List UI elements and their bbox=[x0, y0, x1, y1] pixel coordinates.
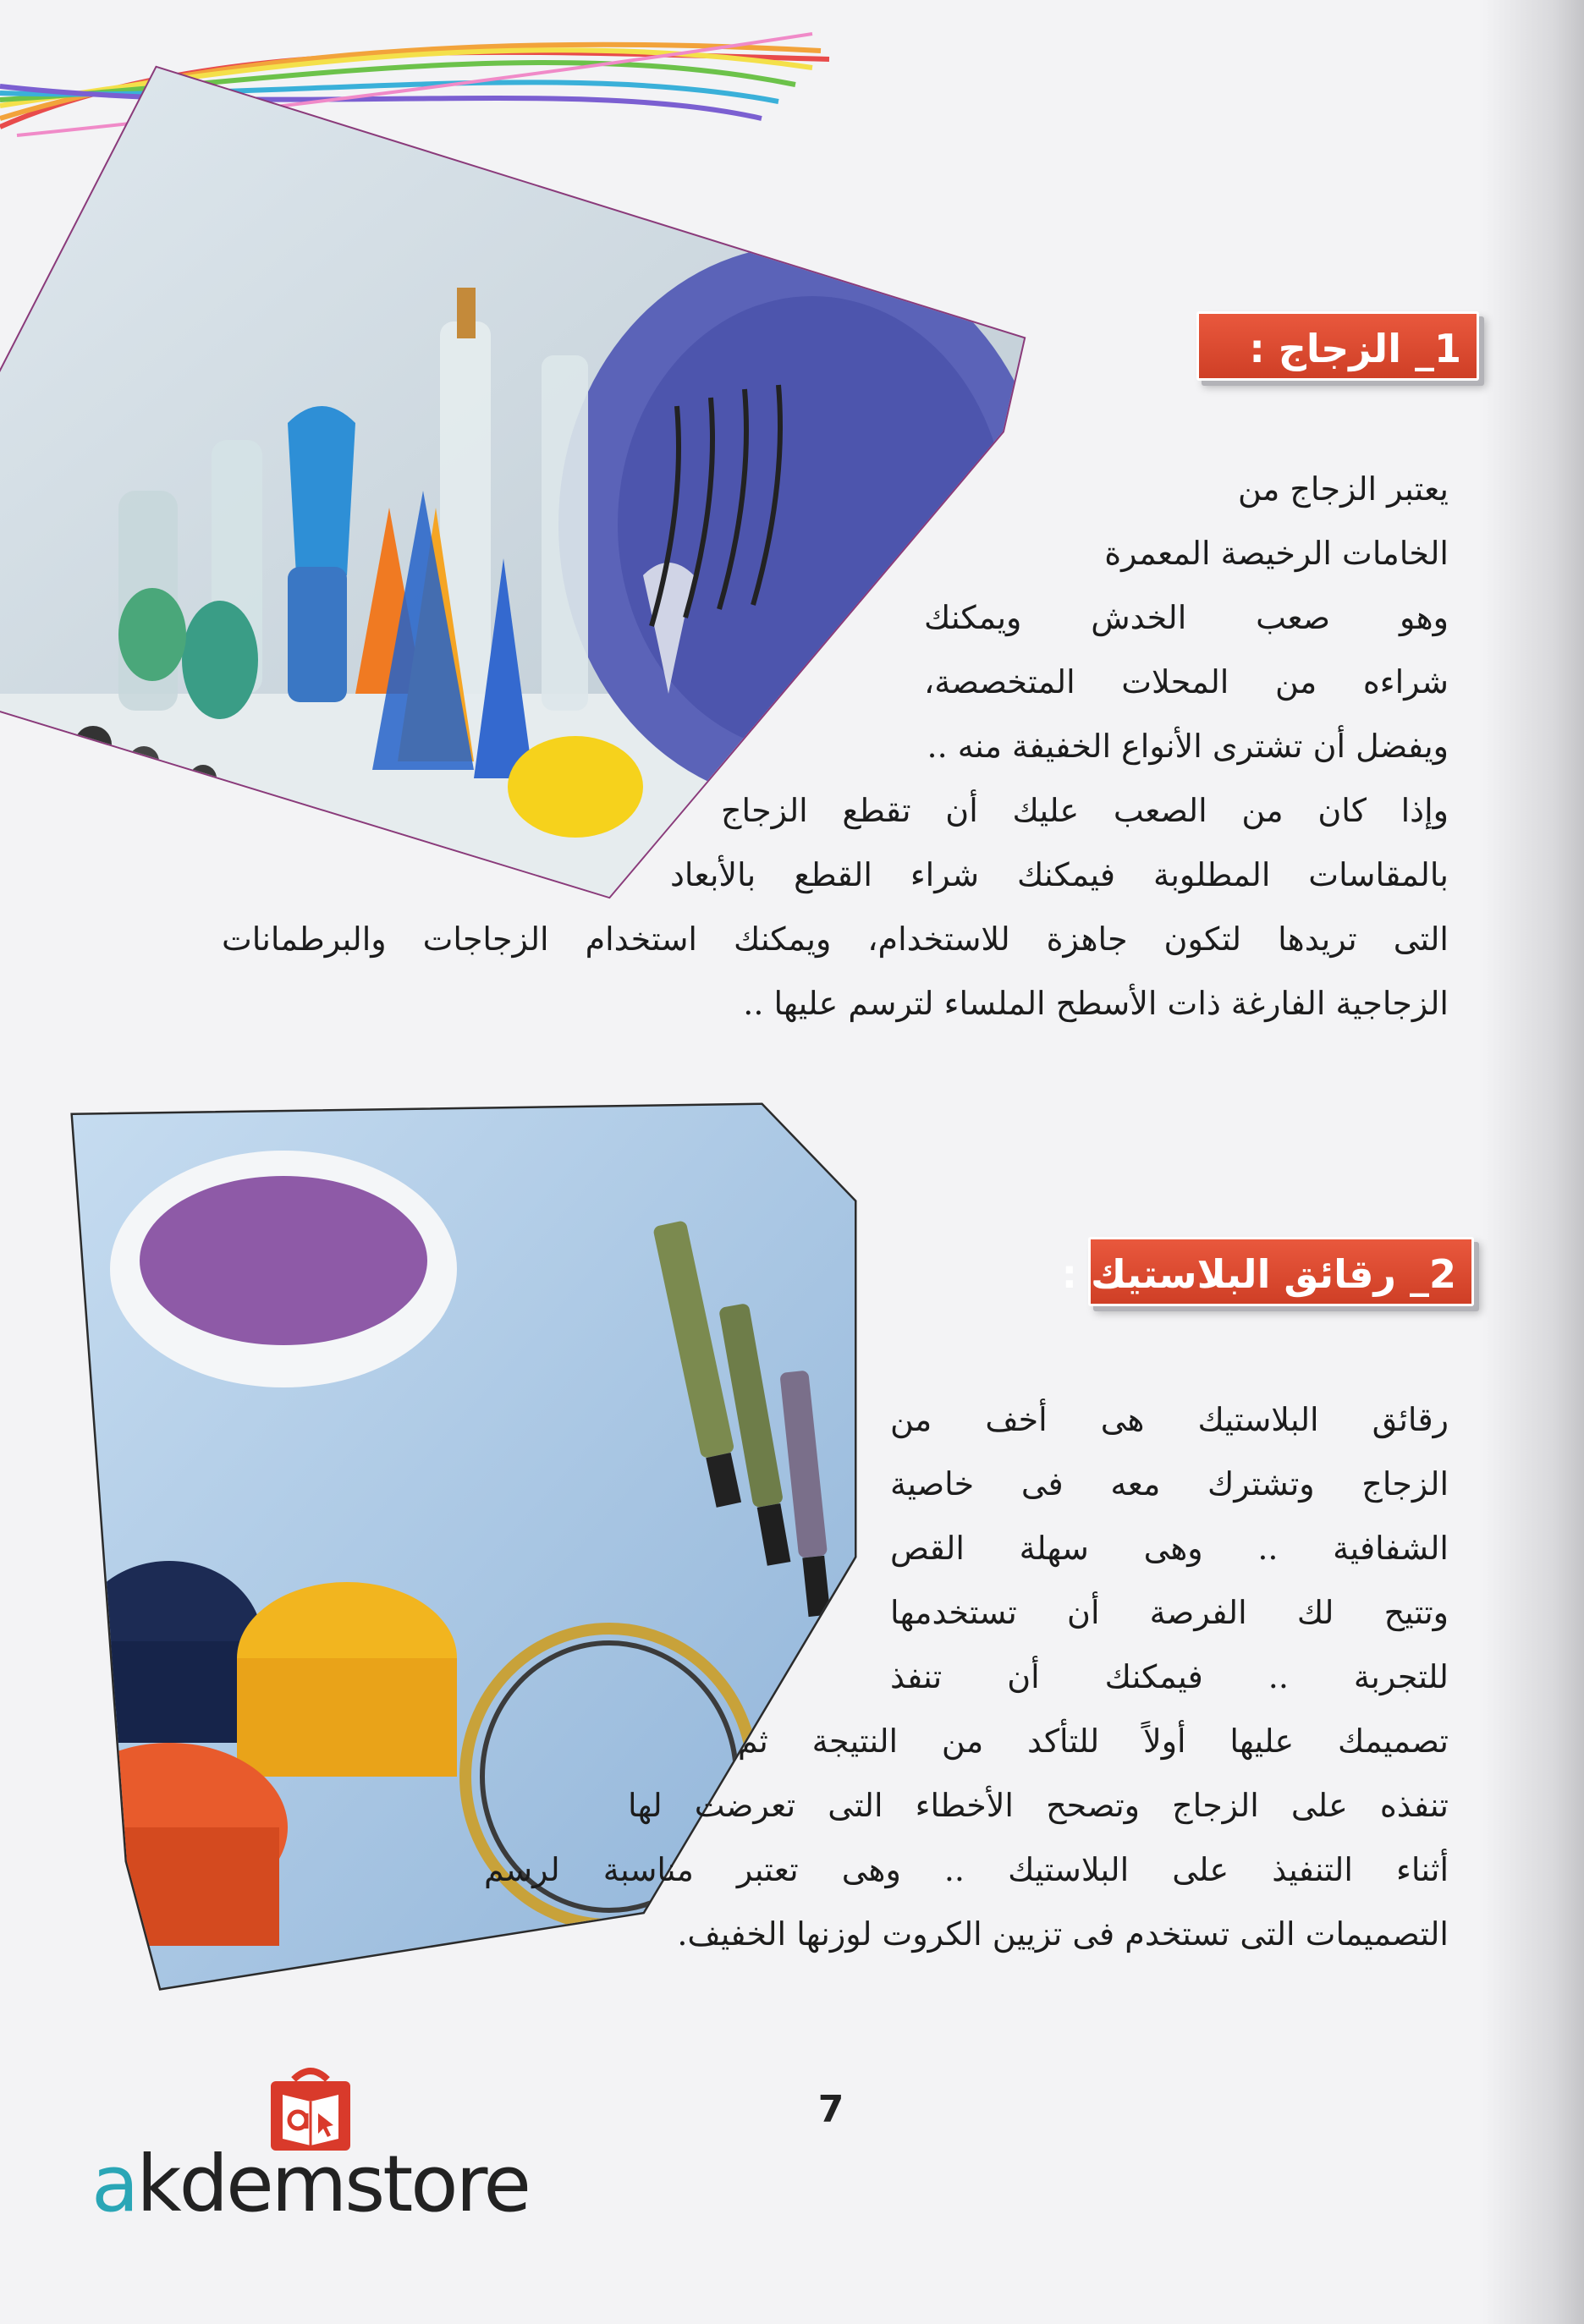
section-1-line: ويفضل أن تشترى الأنواع الخفيفة منه .. bbox=[927, 728, 1449, 765]
section-2-line: رقائق البلاستيك هى أخف من bbox=[890, 1401, 1449, 1438]
section-1-line: وهو صعب الخدش ويمكنك bbox=[924, 599, 1449, 636]
section-2-heading-text: 2_ رقائق البلاستيك : bbox=[1061, 1251, 1456, 1297]
section-2-heading bbox=[1061, 1237, 1474, 1306]
section-1-line: وإذا كان من الصعب عليك أن تقطع الزجاج bbox=[721, 792, 1449, 829]
section-2-line: تصميمك عليها أولاً للتأكد من النتيجة ثم bbox=[738, 1722, 1449, 1760]
page-number: 7 bbox=[817, 2088, 844, 2131]
section-1-line: بالمقاسات المطلوبة فيمكنك شراء القطع بالأبعاد bbox=[670, 856, 1449, 893]
section-2-line: التصميمات التى تستخدم فى تزيين الكروت لوزنها الخفيف. bbox=[677, 1915, 1449, 1953]
section-1-heading-text: 1_ الزجاج : bbox=[1249, 326, 1461, 371]
section-1-line: الزجاجية الفارغة ذات الأسطح الملساء لترسم عليها .. bbox=[743, 985, 1449, 1022]
logo-wordmark: akdemstore bbox=[91, 2139, 529, 2229]
section-2-line: أثناء التنفيذ على البلاستيك .. وهى تعتبر مناسبة لرسم bbox=[484, 1851, 1449, 1888]
section-2-line: الزجاج وتشترك معه فى خاصية bbox=[890, 1465, 1449, 1503]
section-1-heading bbox=[1196, 311, 1479, 381]
section-1-line: الخامات الرخيصة المعمرة bbox=[1104, 535, 1449, 572]
section-2-line: تنفذه على الزجاج وتصحح الأخطاء التى تعرضت لها bbox=[628, 1787, 1449, 1824]
section-2-line: الشفافية .. وهى سهلة القص bbox=[890, 1530, 1449, 1567]
akdemstore-logo bbox=[91, 2061, 531, 2230]
section-1-line: التى تريدها لتكون جاهزة للاستخدام، ويمكنك استخدام الزجاجات والبرطمانات bbox=[222, 920, 1449, 958]
section-1-paragraph bbox=[129, 457, 1449, 1036]
section-2-paragraph bbox=[391, 1387, 1449, 1966]
section-2-line: وتتيح لك الفرصة أن تستخدمها bbox=[890, 1594, 1449, 1631]
section-1-line: يعتبر الزجاج من bbox=[1238, 470, 1449, 508]
section-2-line: للتجربة .. فيمكنك أن تنفذ bbox=[890, 1658, 1449, 1695]
page-edge-shadow bbox=[1482, 0, 1584, 2324]
section-1-line: شراءه من المحلات المتخصصة، bbox=[924, 663, 1449, 700]
